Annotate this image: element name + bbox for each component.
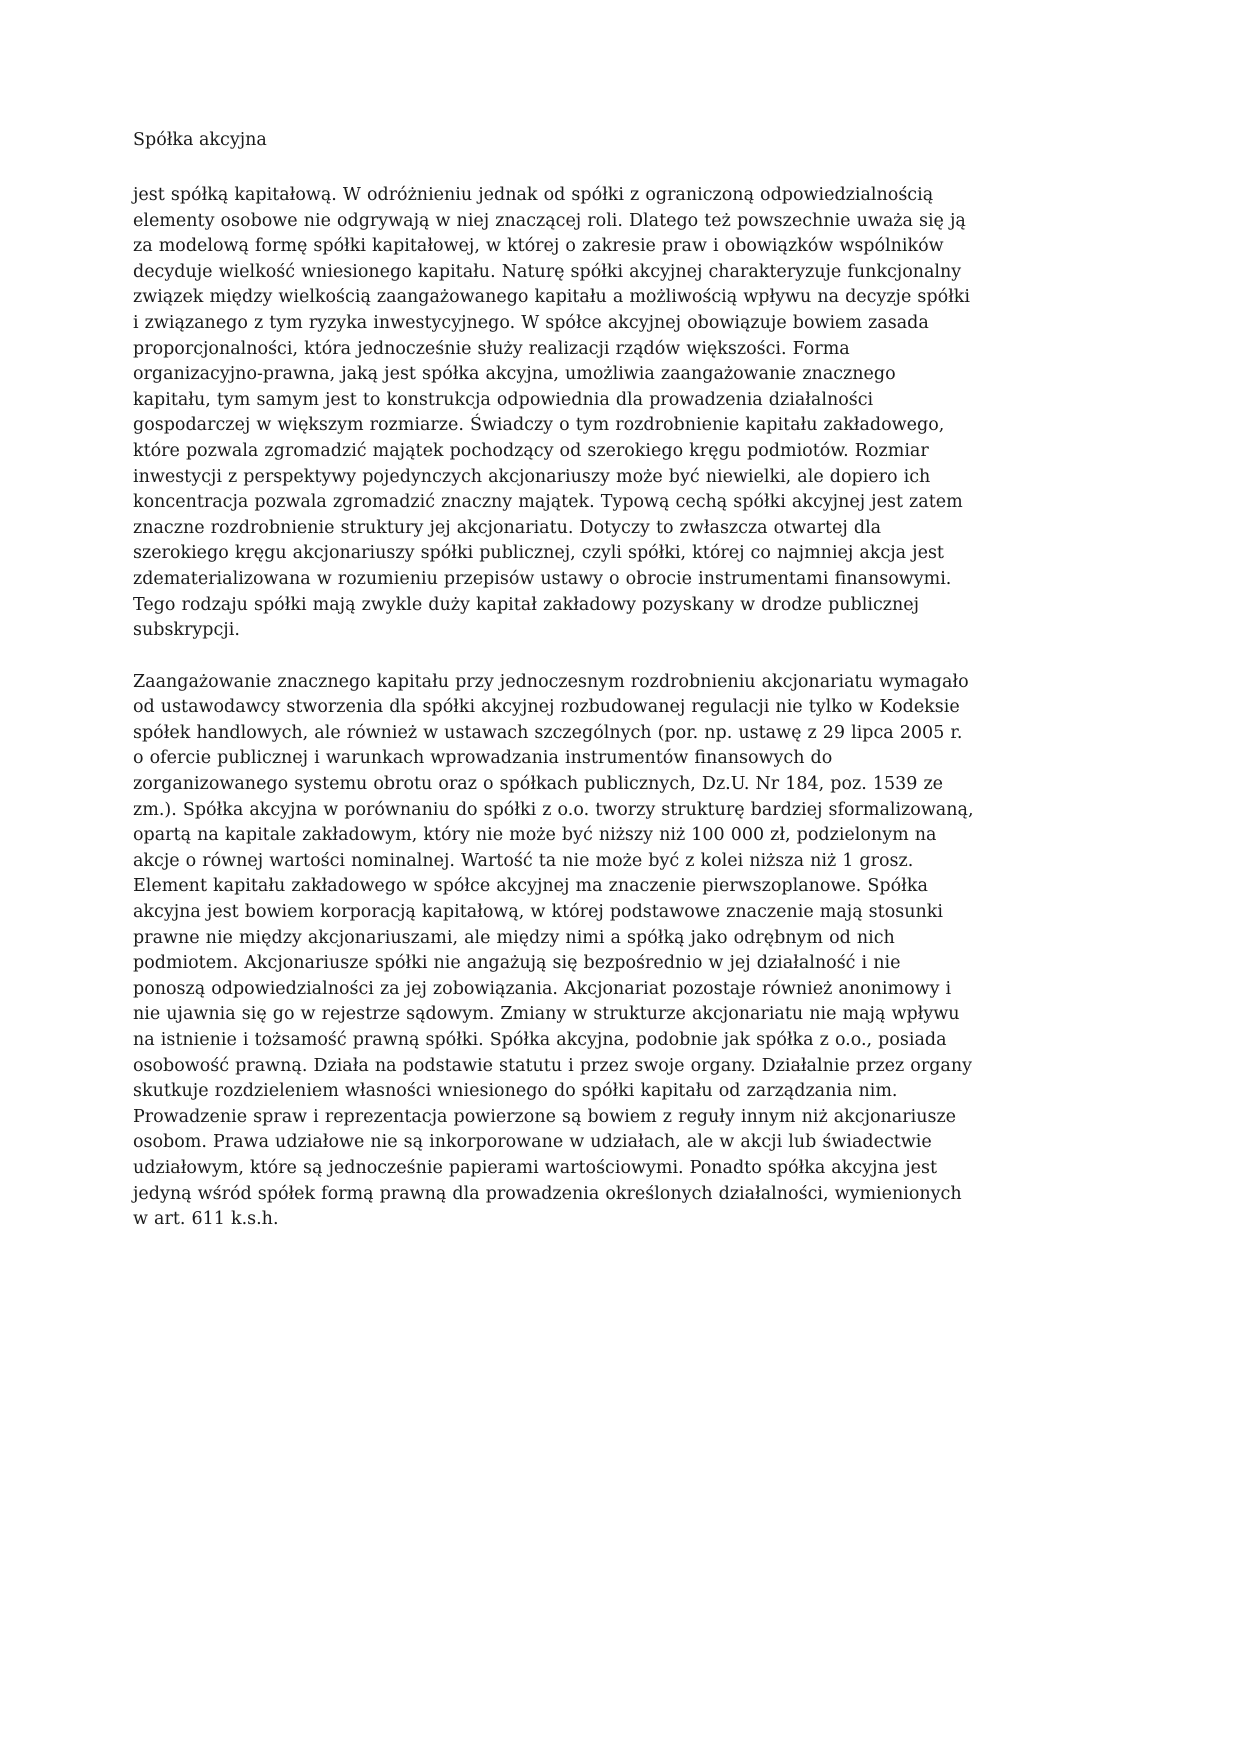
- paragraph-regulation: Zaangażowanie znacznego kapitału przy jednoczesnym rozdrobnieniu akcjonariatu wymagało od ustawodawcy stworzenia dla spółki akcyjnej rozbudowanej regulacji nie tylko w Kodeksie spółek handlowych, ale również w ustawach szczególnych (por. np. ustawę z 29 lipca 2005 r. o ofercie publicznej i warunkach wprowadzania instrumentów finansowych do zorganizowanego systemu obrotu oraz o spółkach publicznych, Dz.U. Nr 184, poz. 1539 ze zm.). Spółka akcyjna w porównaniu do spółki z o.o. tworzy strukturę bardziej sformalizowaną, opartą na kapitale zakładowym, który nie może być niższy niż 100 000 zł, podzielonym na akcje o równej wartości nominalnej. Wartość ta nie może być z kolei niższa niż 1 grosz. Element kapitału zakładowego w spółce akcyjnej ma znaczenie pierwszoplanowe. Spółka akcyjna jest bowiem korporacją kapitałową, w której podstawowe znaczenie mają stosunki prawne nie między akcjonariuszami, ale między nimi a spółką jako odrębnym od nich podmiotem. Akcjonariusze spółki nie angażują się bezpośrednio w jej działalność i nie ponoszą odpowiedzialności za jej zobowiązania. Akcjonariat pozostaje również anonimowy i nie ujawnia się go w rejestrze sądowym. Zmiany w strukturze akcjonariatu nie mają wpływu na istnienie i tożsamość prawną spółki. Spółka akcyjna, podobnie jak spółka z o.o., posiada osobowość prawną. Działa na podstawie statutu i przez swoje organy. Działalnie przez organy skutkuje rozdzieleniem własności wniesionego do spółki kapitału od zarządzania nim. Prowadzenie spraw i reprezentacja powierzone są bowiem z reguły innym niż akcjonariusze osobom. Prawa udziałowe nie są inkorporowane w udziałach, ale w akcji lub świadectwie udziałowym, które są jednocześnie papierami wartościowymi. Ponadto spółka akcyjna jest jedyną wśród spółek formą prawną dla prowadzenia określonych działalności, wymienionych w art. 611 k.s.h.: [133, 671, 974, 1230]
- paragraph-intro: jest spółką kapitałową. W odróżnieniu jednak od spółki z ograniczoną odpowiedzialnością elementy osobowe nie odgrywają w niej znaczącej roli. Dlatego też powszechnie uważa się ją za modelową formę spółki kapitałowej, w której o zakresie praw i obowiązków wspólników decyduje wielkość wniesionego kapitału. Naturę spółki akcyjnej charakteryzuje funkcjonalny związek między wielkością zaangażowanego kapitału a możliwością wpływu na decyzje spółki i związanego z tym ryzyka inwestycyjnego. W spółce akcyjnej obowiązuje bowiem zasada proporcjonalności, która jednocześnie służy realizacji rządów większości. Forma organizacyjno-prawna, jaką jest spółka akcyjna, umożliwia zaangażowanie znacznego kapitału, tym samym jest to konstrukcja odpowiednia dla prowadzenia działalności gospodarczej w większym rozmiarze. Świadczy o tym rozdrobnienie kapitału zakładowego, które pozwala zgromadzić majątek pochodzący od szerokiego kręgu podmiotów. Rozmiar inwestycji z perspektywy pojedynczych akcjonariuszy może być niewielki, ale dopiero ich koncentracja pozwala zgromadzić znaczny majątek. Typową cechą spółki akcyjnej jest zatem znaczne rozdrobnienie struktury jej akcjonariatu. Dotyczy to zwłaszcza otwartej dla szerokiego kręgu akcjonariuszy spółki publicznej, czyli spółki, której co najmniej akcja jest zdematerializowana w rozumieniu przepisów ustawy o obrocie instrumentami finansowymi. Tego rodzaju spółki mają zwykle duży kapitał zakładowy pozyskany w drodze publicznej subskrypcji.: [133, 185, 970, 641]
- document-title: Spółka akcyjna: [133, 130, 267, 150]
